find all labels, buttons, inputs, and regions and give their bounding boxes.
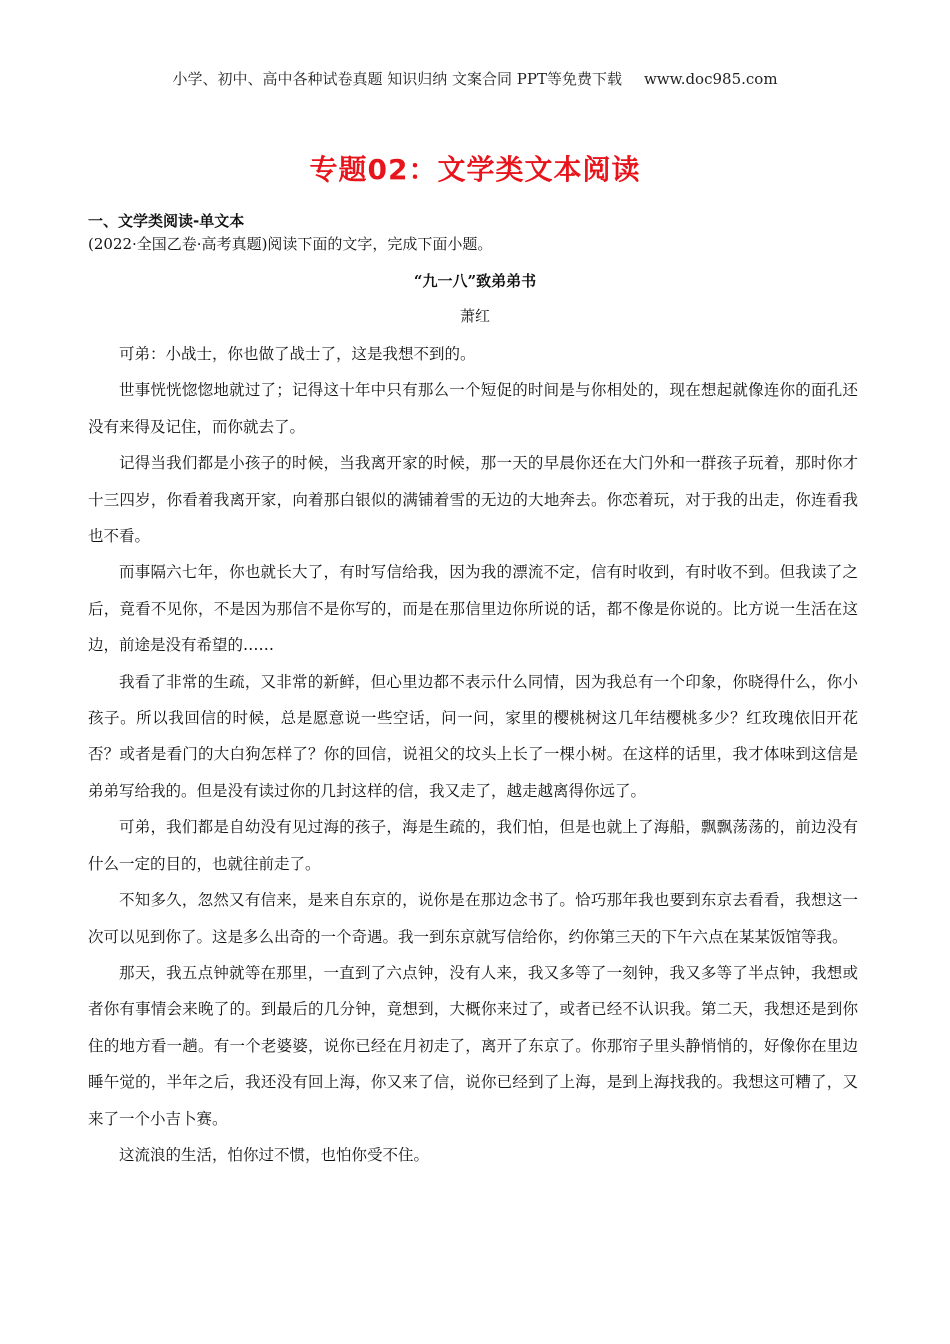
page-title: 专题02：文学类文本阅读 (309, 153, 641, 186)
question-intro: (2022·全国乙卷·高考真题)阅读下面的文字，完成下面小题。 (88, 235, 493, 253)
header-tagline: 小学、初中、高中各种试卷真题 知识归纳 文案合同 PPT等免费下载 (172, 70, 622, 88)
paragraph: 那天，我五点钟就等在那里，一直到了六点钟，没有人来，我又多等了一刻钟，我又多等了半点钟，我想或者你有事情会来晚了的。到最后的几分钟，竟想到，大概你来过了，或者已经不认识我。第二天，我想还是到你住的地方看一趟。有一个老婆婆，说你已经在月初走了，离开了东京了。你那帘子里头静悄悄的，好像你在里边睡午觉的，半年之后，我还没有回上海，你又来了信，说你已经到了上海，是到上海找我的。我想这可糟了，又来了一个小吉卜赛。 (88, 963, 858, 1128)
passage-title: “九一八”致弟弟书 (413, 272, 537, 290)
passage-author: 萧红 (459, 307, 490, 325)
paragraph: 这流浪的生活，怕你过不惯，也怕你受不住。 (119, 1145, 430, 1164)
passage-body (88, 336, 858, 1173)
paragraph: 记得当我们都是小孩子的时候，当我离开家的时候，那一天的早晨你还在大门外和一群孩子玩着，那时你才十三四岁，你看着我离开家，向着那白银似的满铺着雪的无边的大地奔去。你恋着玩，对于我的出走，你连看我也不看。 (88, 454, 858, 546)
paragraph: 可弟，我们都是自幼没有见过海的孩子，海是生疏的，我们怕，但是也就上了海船，飘飘荡荡的，前边没有什么一定的目的，也就往前走了。 (88, 818, 858, 873)
header-site-link[interactable]: www.doc985.com (643, 70, 778, 88)
paragraph: 世事恍恍惚惚地就过了；记得这十年中只有那么一个短促的时间是与你相处的，现在想起就像连你的面孔还没有来得及记住，而你就去了。 (88, 381, 858, 436)
paragraph: 而事隔六七年，你也就长大了，有时写信给我，因为我的漂流不定，信有时收到，有时收不到。但我读了之后，竟看不见你，不是因为那信不是你写的，而是在那信里边你所说的话，都不像是你说的。比方说一生活在这边，前途是没有希望的…… (88, 563, 858, 655)
page-header (0, 68, 950, 89)
section-heading: 一、文学类阅读-单文本 (88, 212, 245, 230)
paragraph: 不知多久，忽然又有信来，是来自东京的，说你是在那边念书了。恰巧那年我也要到东京去看看，我想这一次可以见到你了。这是多么出奇的一个奇遇。我一到东京就写信给你，约你第三天的下午六点在某某饭馆等我。 (88, 891, 858, 946)
paragraph: 我看了非常的生疏，又非常的新鲜，但心里边都不表示什么同情，因为我总有一个印象，你晓得什么，你小孩子。所以我回信的时候，总是愿意说一些空话，问一问，家里的樱桃树这几年结樱桃多少？红玫瑰依旧开花否？或者是看门的大白狗怎样了？你的回信，说祖父的坟头上长了一棵小树。在这样的话里，我才体味到这信是弟弟写给我的。但是没有读过你的几封这样的信，我又走了，越走越离得你远了。 (88, 672, 858, 800)
paragraph: 可弟：小战士，你也做了战士了，这是我想不到的。 (119, 345, 476, 363)
